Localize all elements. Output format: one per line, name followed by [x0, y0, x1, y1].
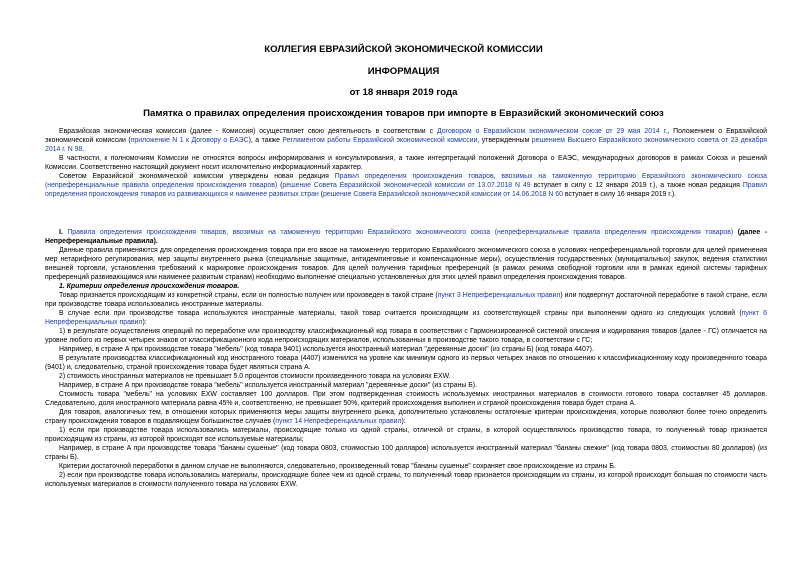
- section-1: [45, 228, 767, 489]
- section-1-paragraph-7: 2) стоимость иностранных материалов не превышает 5.0 процентов стоимости произведенного товара на условиях EXW.: [59, 373, 451, 380]
- text: ), а также: [248, 137, 283, 144]
- text: Товар признается происходящим из конкретной страны, если он полностью получен или произведен в такой стране (: [59, 292, 438, 299]
- intro-paragraph-1: [45, 127, 767, 154]
- text: (: [318, 191, 323, 198]
- section-1-paragraph-4: 1) в результате осуществления операций по переработке или производству классификационный код товара в соответствии с Гармонизированной системой описания и кодирования товаров (далее - ГС) отличается на уровне любого из первых четырех знаков от классификационного кода непроисходящих материалов, использованных в производстве такого товара, в соответствии с ГС;: [45, 328, 767, 344]
- text: вступает в силу с 12 января 2019 г.), а также новая редакция: [530, 182, 743, 189]
- text: I.: [59, 229, 68, 236]
- text: (: [277, 182, 283, 189]
- link-section-1-rules[interactable]: Правила определения происхождения товаров, ввозимых на таможенную территорию Евразийского экономического союза (непреференциальные правила определения происхождения товаров): [67, 229, 734, 236]
- link-developing-countries-rules[interactable]: Правил определения происхождения товаров из развивающихся и наименее развитых стран: [45, 182, 767, 198]
- text: Критерии определения происхождения товаров.: [66, 283, 240, 290]
- link-council-decision-98[interactable]: решением Высшего Евразийского экономического совета от 23 декабря 2014 г. N 98: [45, 137, 767, 153]
- text: В случае если при производстве товара используются иностранные материалы, такой товар считается происходящим из соответствующей страны при выполнении одного из следующих условий (: [59, 310, 742, 317]
- link-nonpreferential-rules[interactable]: Правил определения происхождения товаров, ввозимых на таможенную территорию Евразийского экономического союза (непреференциальные правила определения происхождения товаров): [45, 173, 767, 189]
- text: вступает в силу 16 января 2019 г.).: [562, 191, 677, 198]
- section-1-paragraph-3: [45, 309, 767, 327]
- doc-type-heading: ИНФОРМАЦИЯ: [367, 66, 440, 77]
- org-heading: КОЛЛЕГИЯ ЕВРАЗИЙСКОЙ ЭКОНОМИЧЕСКОЙ КОМИССИИ: [264, 44, 543, 55]
- date-heading: от 18 января 2019 года: [349, 87, 458, 98]
- text: ):: [142, 319, 147, 326]
- link-decision-60[interactable]: решение Совета Евразийской экономической комиссии от 14.06.2018 N 60: [322, 191, 563, 198]
- section-1-paragraph-10: [45, 408, 767, 426]
- text: Евразийская экономическая комиссия (далее - Комиссия) осуществляет свою деятельность в соответствии с: [59, 128, 438, 135]
- section-1-paragraph-13: Критерии достаточной переработки в данном случае не выполняются, следовательно, произведенный товар "бананы сушеные" сохраняет свое происхождение из страны Б.: [59, 463, 616, 470]
- text: Для товаров, аналогичных тем, в отношении которых применяются меры защиты внутреннего рынка, дополнительно установлены остаточные критерии происхождения, которые позволяют более точно определить страну происхождения товаров в подавляющем большинстве случаев (: [45, 409, 767, 425]
- section-1-paragraph-5: Например, в стране А при производстве товара "мебель" (код товара 9401) используется иностранный материал "деревянные доски" (из страны Б) (код товара 4407).: [59, 346, 594, 353]
- document-title: Памятка о правилах определения происхождения товаров при импорте в Евразийский экономический союз: [143, 108, 664, 119]
- text: ) или подвергнут достаточной переработке в такой стране, если при производстве товара использовались иностранные материалы.: [45, 292, 767, 308]
- link-eaeu-treaty[interactable]: Договором о Евразийском экономическом союзе от 29 мая 2014 г.: [437, 128, 668, 135]
- section-1-heading: [45, 228, 767, 246]
- link-point-6[interactable]: пункт 6 Непреференциальных правил: [45, 310, 767, 326]
- section-1-paragraph-1: Данные правила применяются для определения происхождения товара при его ввозе на таможенную территорию Евразийского экономического союза в условиях непреференциальной торговли для целей применения мер нетарифного регулирования, мер защиты внутреннего рынка (специальные защитные, антидемпинговые и компенсационные меры), осуществления государственных (муниципальных) закупок, ведения статистики внешней торговли, установления требований к маркировке происхождения товаров. Для целей получения тарифных преференций (в рамках режима свободной торговли или в рамках единой системы тарифных преференций развивающимся или наименее развитым странам) необходимо выполнение специально установленных для этих целей правил определения происхождения товаров.: [45, 247, 767, 281]
- intro-paragraph-3: [45, 172, 767, 199]
- intro-paragraph-2: В частности, к полномочиям Комиссии не относятся вопросы информирования и консультирования, а также интерпретаций положений Договора о ЕАЭС, международных договоров в рамках Союза и решений Комиссии. Соответственно настоящий документ носит исключительно информационный характер.: [45, 155, 767, 171]
- text: ):: [401, 418, 406, 425]
- link-decision-49[interactable]: решение Совета Евразийской экономической комиссии от 13.07.2018 N 49: [282, 182, 531, 189]
- text: Советом Евразийской экономической комиссии утверждены новая редакция: [59, 173, 335, 180]
- intro-section: [45, 127, 767, 199]
- text: , Положением о Евразийской экономической комиссии (: [45, 128, 768, 144]
- text: 1.: [59, 283, 67, 290]
- section-1-paragraph-6: В результате производства классификационный код иностранного товара (4407) изменился на уровне как минимум одного из первых четырех знаков по отношению к классификационному коду произведенного товара (9401) и, следовательно, страной происхождения товара будет являться страна А.: [45, 355, 767, 371]
- section-1-paragraph-14: 2) если при производстве товара использовались материалы, происходящие более чем из одной страны, то полученный товар признается происходящим из страны, из которой происходит большая по стоимости часть используемых материалов в стоимости полученного товара на условиях EXW.: [45, 472, 767, 488]
- section-1-paragraph-8: Например, в стране А при производстве товара "мебель" используется иностранный материал "деревянные доски" (из страны Б).: [59, 382, 477, 389]
- text: , утвержденным: [477, 137, 532, 144]
- section-1-paragraph-11: 1) если при производстве товара использовались материалы, происходящие только из одной страны, отличной от страны, в которой осуществлялось производство товара, то полученный товар признается происходящим из страны, из которой происходят все используемые материалы;: [45, 427, 767, 443]
- criteria-heading: [45, 282, 767, 291]
- link-point-3[interactable]: пункт 3 Непреференциальных правил: [437, 292, 561, 299]
- text: (далее - Непреференциальные правила).: [45, 229, 768, 245]
- link-point-14[interactable]: пункт 14 Непреференциальных правил: [275, 418, 402, 425]
- link-annex-1[interactable]: приложение N 1 к Договору о ЕАЭС: [130, 137, 249, 144]
- text: .: [82, 146, 85, 153]
- link-commission-regulation[interactable]: Регламентом работы Евразийской экономической комиссии: [282, 137, 478, 144]
- section-1-paragraph-12: Например, в стране А при производстве товара "бананы сушеные" (код товара 0803, стоимостью 100 долларов) используется иностранный материал "бананы свежие" (код товара 0803, стоимостью 80 долларов) (из страны Б).: [45, 445, 767, 461]
- section-1-paragraph-9: Стоимость товара "мебель" на условиях EXW составляет 100 долларов. При этом подтвержденная стоимость используемых иностранных материалов в стоимости готового товара составляет 45 долларов. Следовательно, доля иностранного материала равна 45% и, соответственно, не превышает 50%, критерий происхождения выполнен и страной происхождения товара будет страна А.: [45, 391, 767, 407]
- section-1-paragraph-2: [45, 291, 767, 309]
